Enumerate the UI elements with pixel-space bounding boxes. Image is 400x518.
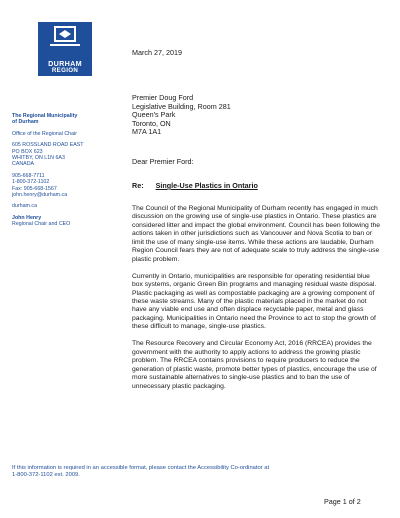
letter-body bbox=[132, 205, 382, 400]
body-paragraph-2: Currently in Ontario, municipalities are responsible for operating residential blue box systems, organic Green Bin programs and managing residual waste disposal. Plastic packaging as well as compostable packaging are a growing component of these waste streams. Many of the plastic materials placed in the market do not have any viable end use and often displace recyclable paper, metal and glass packaging. Municipalities in Ontario need the Province to act to stop the growth of these difficult to manage, single-use plastics. bbox=[132, 272, 377, 331]
accessibility-notice-line1: If this information is required in an accessible format, please contact the Accessibility Co-ordinator at bbox=[12, 465, 270, 471]
sidebar-letterhead bbox=[12, 113, 116, 228]
website: durham.ca bbox=[12, 203, 38, 210]
recipient-address-line3: Toronto, ON bbox=[132, 118, 171, 128]
phone-number: 905-668-7711 bbox=[12, 172, 45, 179]
org-name-line2: of Durham bbox=[12, 119, 39, 126]
accessibility-notice bbox=[12, 465, 392, 479]
toll-free-number: 1-800-372-1102 bbox=[12, 179, 50, 186]
page-number: Page 1 of 2 bbox=[324, 497, 361, 506]
signatory-name: John Henry bbox=[12, 214, 42, 221]
logo-text-durham: DURHAM bbox=[48, 59, 82, 68]
letter-date: March 27, 2019 bbox=[132, 48, 182, 57]
email-address: john.henry@durham.ca bbox=[12, 192, 68, 199]
body-paragraph-1: The Council of the Regional Municipality of Durham recently has engaged in much discussion on the growing use of single-use plastics in Ontario. These plastics are considered litter and impact the global environment. Council has been following the actions taken in other jurisdictions such as Vancouver and Nova Scotia to ban or limit the use of many single-use items. While these actions are laudable, Durham Region Council fears they are not of adequate scale to truly address the single-use plastic problem. bbox=[132, 205, 381, 263]
durham-region-logo bbox=[38, 22, 92, 76]
body-paragraph-3: The Resource Recovery and Circular Economy Act, 2016 (RRCEA) provides the government with the authority to apply actions to address the growing plastic problem. The RRCEA contains provisions to require producers to reduce the generation of plastic waste, promote better types of plastics, encourage the use of more sustainable alternatives to single-use plastics and to ban the use of unnecessary plastic packaging. bbox=[132, 340, 377, 390]
office-name: Office of the Regional Chair bbox=[12, 130, 77, 137]
logo-text-region: REGION bbox=[51, 67, 79, 74]
salutation: Dear Premier Ford: bbox=[132, 157, 194, 166]
subject-line bbox=[132, 181, 258, 190]
recipient-address-line1: Legislative Building, Room 281 bbox=[132, 101, 231, 111]
recipient-address-line2: Queen's Park bbox=[132, 110, 176, 120]
subject-text: Single-Use Plastics in Ontario bbox=[155, 181, 258, 190]
address-line4: CANADA bbox=[12, 161, 35, 168]
signatory-title: Regional Chair and CEO bbox=[12, 221, 71, 228]
recipient-address bbox=[132, 94, 231, 137]
subject-label: Re: bbox=[132, 181, 144, 190]
recipient-address-line4: M7A 1A1 bbox=[132, 127, 162, 137]
accessibility-notice-line2: 1-800-372-1102 ext. 2009. bbox=[12, 472, 80, 478]
fax-number: Fax: 905-668-1567 bbox=[12, 185, 57, 192]
org-name-line1: The Regional Municipality bbox=[12, 113, 78, 119]
address-line3: WHITBY, ON L1N 6A3 bbox=[12, 155, 65, 162]
recipient-name: Premier Doug Ford bbox=[132, 93, 194, 102]
address-line2: PO BOX 623 bbox=[12, 148, 43, 155]
address-line1: 605 ROSSLAND ROAD EAST bbox=[12, 142, 84, 149]
